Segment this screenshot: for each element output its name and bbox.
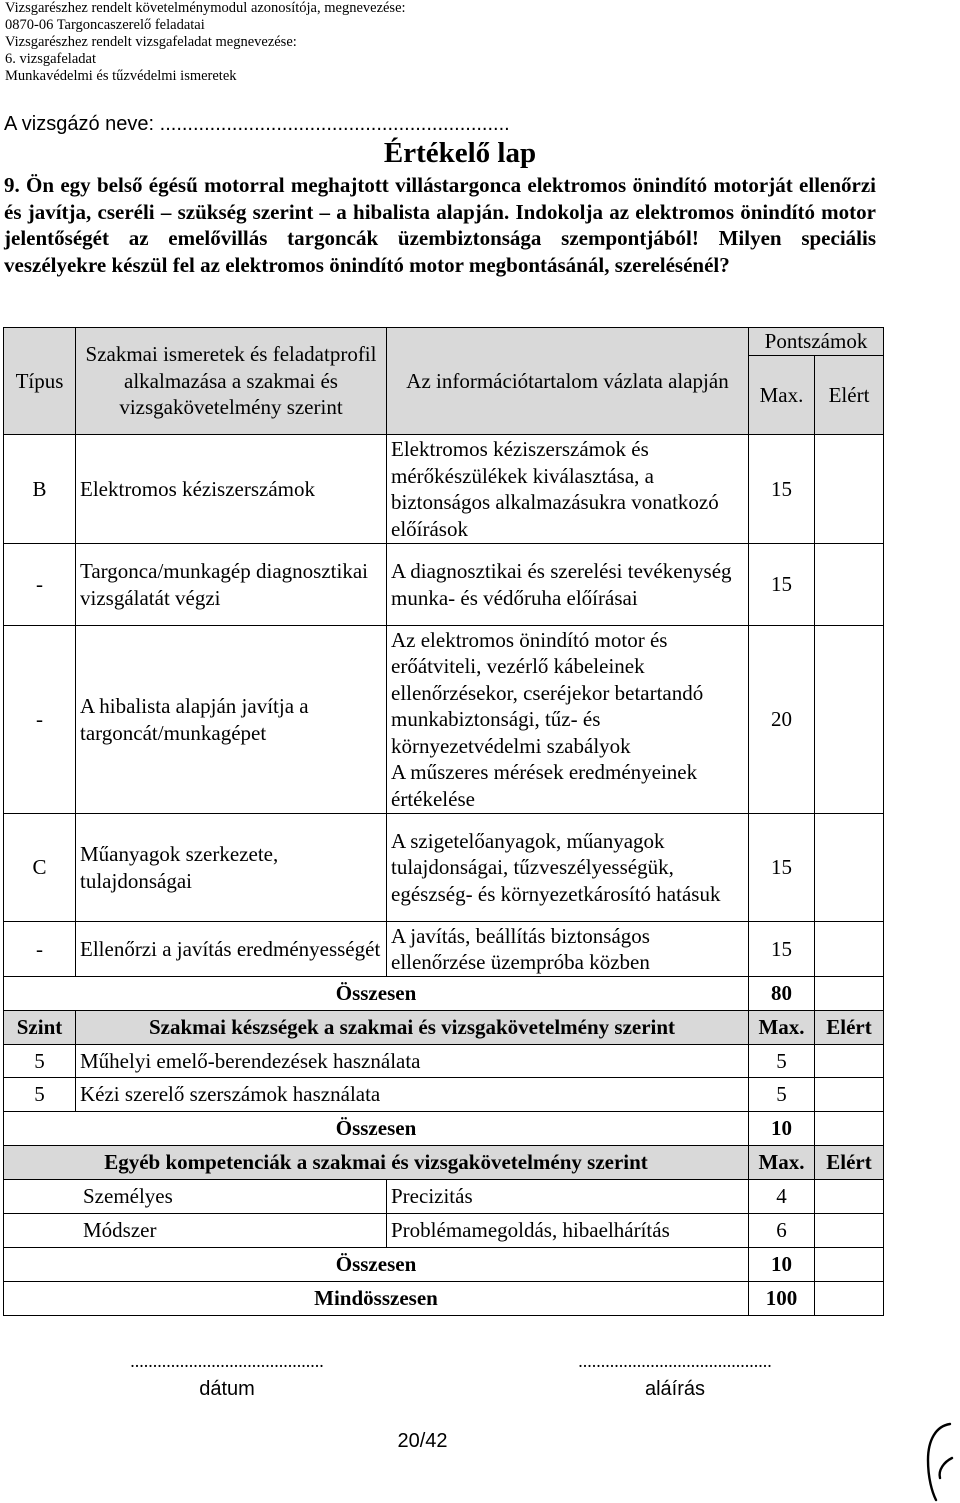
row-earned[interactable] bbox=[815, 814, 884, 922]
date-block bbox=[92, 1351, 362, 1401]
row-max: 20 bbox=[749, 626, 815, 814]
col-earned-header: Elért bbox=[815, 356, 884, 435]
total-max: 10 bbox=[749, 1248, 815, 1282]
total-earned[interactable] bbox=[815, 977, 884, 1011]
row-type: B bbox=[4, 435, 76, 544]
page-number: 20/42 bbox=[397, 1430, 448, 1452]
table-row bbox=[4, 1214, 884, 1248]
skills-total-row bbox=[4, 1112, 884, 1146]
candidate-name-line: A vizsgázó neve: ............................................................... bbox=[4, 113, 510, 135]
evaluation-table bbox=[3, 327, 884, 1316]
row-type: C bbox=[4, 814, 76, 922]
row-earned[interactable] bbox=[815, 435, 884, 544]
row-info: A szigetelőanyagok, műanyagok tulajdonságai, tűzveszélyességük, egészség- és környezetkárosító hatásuk bbox=[387, 814, 749, 922]
table-row bbox=[4, 814, 884, 922]
header-line: Munkavédelmi és tűzvédelmi ismeretek bbox=[5, 68, 237, 84]
header-line: Vizsgarészhez rendelt követelménymodul azonosítója, megnevezése: bbox=[5, 0, 406, 16]
col-type-header: Típus bbox=[4, 328, 76, 435]
skills-header-row bbox=[4, 1011, 884, 1045]
competency-kind: Módszer bbox=[4, 1214, 387, 1248]
competency-max: 4 bbox=[749, 1180, 815, 1214]
competency-max: 6 bbox=[749, 1214, 815, 1248]
header-line: 0870-06 Targoncaszerelő feladatai bbox=[5, 17, 205, 33]
task-description: 9. Ön egy belső égésű motorral meghajtott villástargonca elektromos önindító motorját ellenőrzi és javítja, cseréli – szükség szerint – a hibalista alapján. Indokolja az elektromos önindító motor jelentőségét az emelővillás targoncák üzembiztonsága szempontjából! Milyen speciális veszélyekre készül fel az elektromos önindító motor megbontásánál, szerelésénél? bbox=[4, 173, 876, 277]
skill-level: 5 bbox=[4, 1045, 76, 1078]
row-info: A javítás, beállítás biztonságos ellenőrzése üzempróba közben bbox=[387, 922, 749, 977]
signature-line[interactable]: ........................................... bbox=[578, 1351, 772, 1371]
row-type: - bbox=[4, 626, 76, 814]
competency-kind: Személyes bbox=[4, 1180, 387, 1214]
row-task: Műanyagok szerkezete, tulajdonságai bbox=[76, 814, 387, 922]
competency-name: Precizitás bbox=[387, 1180, 749, 1214]
skill-level: 5 bbox=[4, 1078, 76, 1112]
row-max: 15 bbox=[749, 435, 815, 544]
total-label: Összesen bbox=[4, 1248, 749, 1282]
skill-name: Kézi szerelő szerszámok használata bbox=[76, 1078, 749, 1112]
total-earned[interactable] bbox=[815, 1112, 884, 1146]
header-line: Vizsgarészhez rendelt vizsgafeladat megnevezése: bbox=[5, 34, 297, 50]
total-max: 10 bbox=[749, 1112, 815, 1146]
signature-block bbox=[540, 1351, 810, 1401]
competency-earned-header: Elért bbox=[815, 1146, 884, 1180]
competency-total-row bbox=[4, 1248, 884, 1282]
competency-header-row bbox=[4, 1146, 884, 1180]
competency-max-header: Max. bbox=[749, 1146, 815, 1180]
handwritten-mark bbox=[922, 1418, 958, 1503]
table-header-row bbox=[4, 328, 884, 356]
table-row bbox=[4, 1045, 884, 1078]
total-max: 80 bbox=[749, 977, 815, 1011]
total-label: Összesen bbox=[4, 1112, 749, 1146]
row-type: - bbox=[4, 544, 76, 626]
row-info: Az elektromos önindító motor és erőátviteli, vezérlő kábeleinek ellenőrzésekor, cseréjekor betartandó munkabiztonsági, tűz- és környezetvédelmi szabályok A műszeres mérések eredményeinek értékelése bbox=[387, 626, 749, 814]
row-earned[interactable] bbox=[815, 544, 884, 626]
table-row bbox=[4, 1180, 884, 1214]
row-info: A diagnosztikai és szerelési tevékenység munka- és védőruha előírásai bbox=[387, 544, 749, 626]
grand-total-row bbox=[4, 1282, 884, 1316]
col-info-header: Az információtartalom vázlata alapján bbox=[387, 328, 749, 435]
signature-label: aláírás bbox=[644, 1378, 706, 1400]
col-profile-header: Szakmai ismeretek és feladatprofil alkalmazása a szakmai és vizsgakövetelmény szerint bbox=[76, 328, 387, 435]
skills-max-header: Max. bbox=[749, 1011, 815, 1045]
document-header bbox=[5, 0, 406, 85]
table-row bbox=[4, 544, 884, 626]
date-label: dátum bbox=[199, 1378, 255, 1400]
total-earned[interactable] bbox=[815, 1248, 884, 1282]
skills-earned-header: Elért bbox=[815, 1011, 884, 1045]
row-task: A hibalista alapján javítja a targoncát/munkagépet bbox=[76, 626, 387, 814]
grand-total-earned[interactable] bbox=[815, 1282, 884, 1316]
skills-level-header: Szint bbox=[4, 1011, 76, 1045]
date-line[interactable]: ........................................... bbox=[130, 1351, 324, 1371]
knowledge-total-row bbox=[4, 977, 884, 1011]
competency-earned[interactable] bbox=[815, 1214, 884, 1248]
skill-name: Műhelyi emelő-berendezések használata bbox=[76, 1045, 749, 1078]
page-title: Értékelő lap bbox=[383, 137, 537, 169]
col-points-header: Pontszámok bbox=[749, 328, 884, 356]
col-max-header: Max. bbox=[749, 356, 815, 435]
skill-earned[interactable] bbox=[815, 1078, 884, 1112]
grand-total-max: 100 bbox=[749, 1282, 815, 1316]
table-row bbox=[4, 435, 884, 544]
skill-max: 5 bbox=[749, 1045, 815, 1078]
row-max: 15 bbox=[749, 922, 815, 977]
grand-total-label: Mindösszesen bbox=[4, 1282, 749, 1316]
row-type: - bbox=[4, 922, 76, 977]
competency-name: Problémamegoldás, hibaelhárítás bbox=[387, 1214, 749, 1248]
header-line: 6. vizsgafeladat bbox=[5, 51, 96, 67]
competency-title-header: Egyéb kompetenciák a szakmai és vizsgakövetelmény szerint bbox=[4, 1146, 749, 1180]
skills-title-header: Szakmai készségek a szakmai és vizsgakövetelmény szerint bbox=[76, 1011, 749, 1045]
competency-earned[interactable] bbox=[815, 1180, 884, 1214]
table-row bbox=[4, 626, 884, 814]
row-max: 15 bbox=[749, 544, 815, 626]
row-task: Ellenőrzi a javítás eredményességét bbox=[76, 922, 387, 977]
skill-max: 5 bbox=[749, 1078, 815, 1112]
row-earned[interactable] bbox=[815, 626, 884, 814]
table-row bbox=[4, 1078, 884, 1112]
row-task: Elektromos kéziszerszámok bbox=[76, 435, 387, 544]
table-row bbox=[4, 922, 884, 977]
row-task: Targonca/munkagép diagnosztikai vizsgálatát végzi bbox=[76, 544, 387, 626]
row-max: 15 bbox=[749, 814, 815, 922]
skill-earned[interactable] bbox=[815, 1045, 884, 1078]
row-info: Elektromos kéziszerszámok és mérőkészülékek kiválasztása, a biztonságos alkalmazásukra vonatkozó előírások bbox=[387, 435, 749, 544]
row-earned[interactable] bbox=[815, 922, 884, 977]
total-label: Összesen bbox=[4, 977, 749, 1011]
